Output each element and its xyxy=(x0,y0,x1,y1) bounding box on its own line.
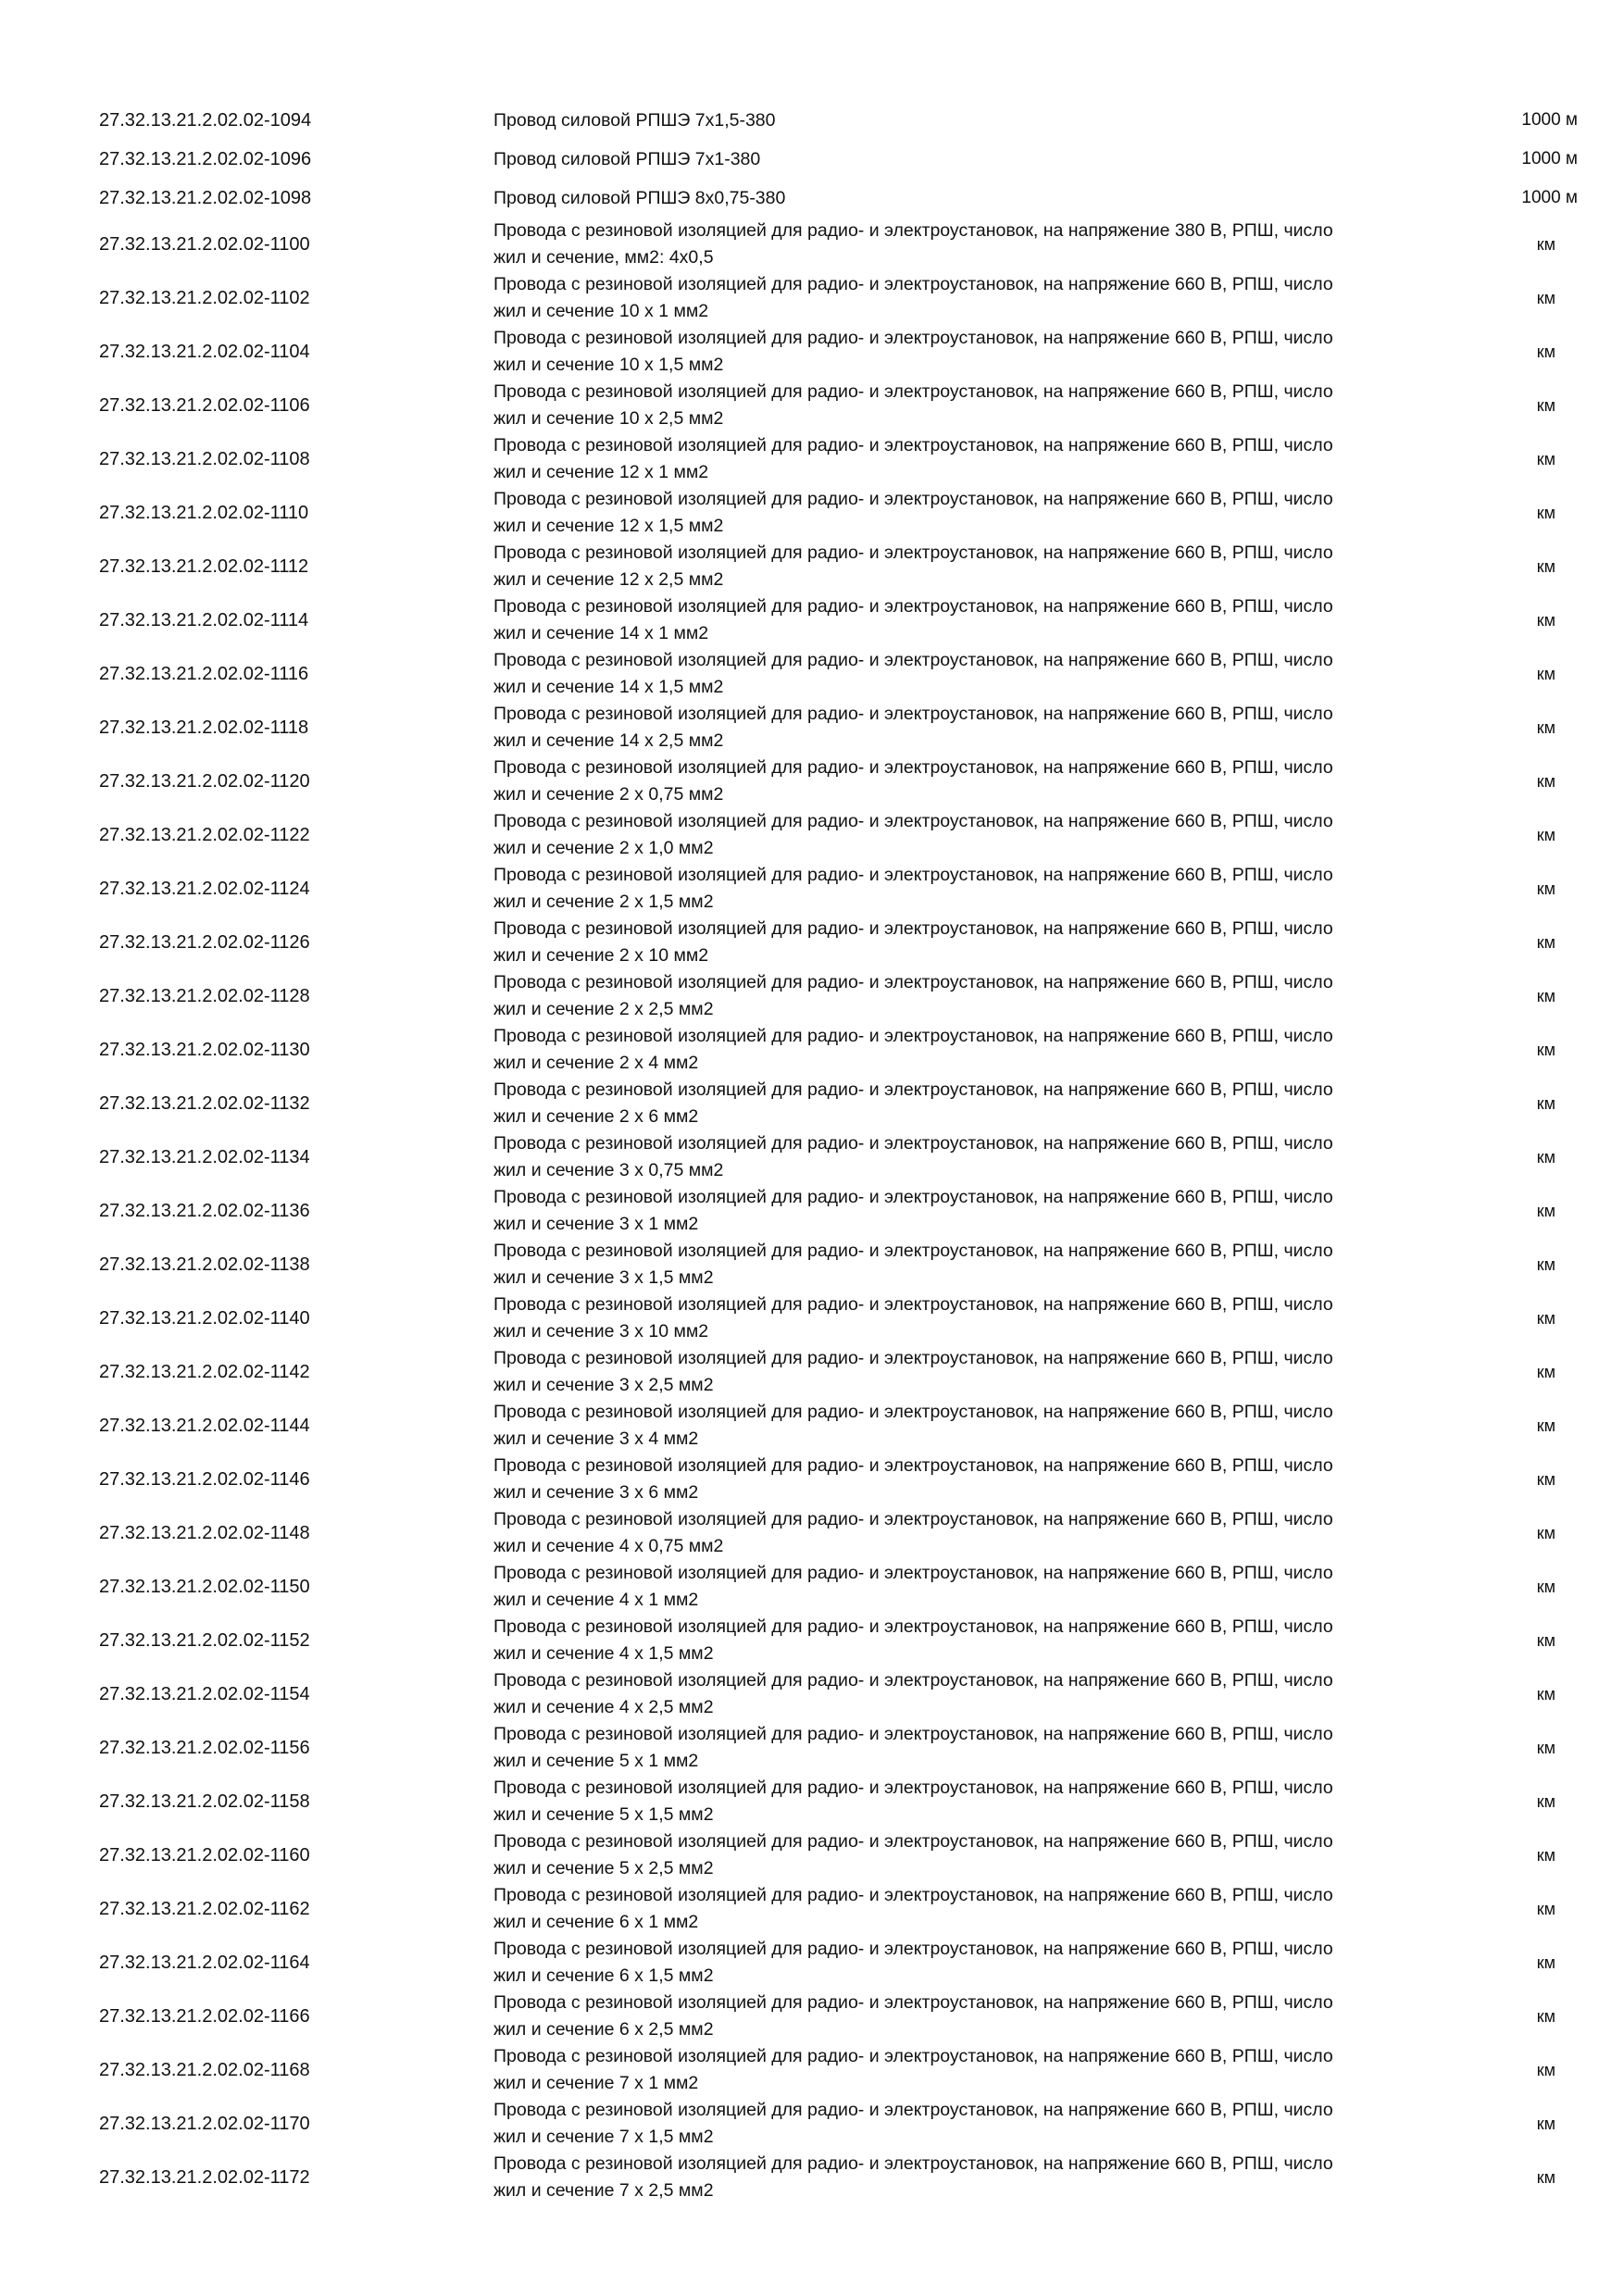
measurement-unit: км xyxy=(1536,1899,1555,1918)
resource-code: 27.32.13.21.2.02.02-1154 xyxy=(99,1683,310,1704)
measurement-unit: км xyxy=(1536,1791,1555,1811)
resource-description: Провода с резиновой изоляцией для радио- и электроустановок, на напряжение 660 В, РПШ, число жил и сечение 14 х 1 мм2 xyxy=(493,596,1333,643)
table-row xyxy=(0,432,1624,486)
resource-description: Провода с резиновой изоляцией для радио- и электроустановок, на напряжение 660 В, РПШ, число жил и сечение 6 х 1 мм2 xyxy=(493,1885,1333,1932)
table-row xyxy=(0,486,1624,540)
resource-code: 27.32.13.21.2.02.02-1122 xyxy=(99,824,310,845)
resource-description: Провода с резиновой изоляцией для радио- и электроустановок, на напряжение 660 В, РПШ, число жил и сечение 6 х 1,5 мм2 xyxy=(493,1939,1333,1986)
resource-description: Провод силовой РПШЭ 7х1-380 xyxy=(493,148,761,169)
resource-code: 27.32.13.21.2.02.02-1166 xyxy=(99,2005,310,2027)
measurement-unit: км xyxy=(1536,288,1555,307)
resource-description: Провода с резиновой изоляцией для радио- и электроустановок, на напряжение 660 В, РПШ, число жил и сечение 4 х 1 мм2 xyxy=(493,1563,1333,1610)
resource-code: 27.32.13.21.2.02.02-1124 xyxy=(99,878,310,899)
resource-description: Провода с резиновой изоляцией для радио- и электроустановок, на напряжение 660 В, РПШ, число жил и сечение 10 х 1,5 мм2 xyxy=(493,328,1333,375)
measurement-unit: км xyxy=(1536,449,1555,468)
measurement-unit: км xyxy=(1536,771,1555,791)
measurement-unit: км xyxy=(1536,556,1555,576)
resource-code: 27.32.13.21.2.02.02-1136 xyxy=(99,1200,310,1221)
resource-description: Провода с резиновой изоляцией для радио- и электроустановок, на напряжение 660 В, РПШ, число жил и сечение 7 х 2,5 мм2 xyxy=(493,2153,1333,2201)
resource-code: 27.32.13.21.2.02.02-1170 xyxy=(99,2113,310,2134)
table-row xyxy=(0,1560,1624,1614)
table-row xyxy=(0,1828,1624,1882)
resource-code: 27.32.13.21.2.02.02-1094 xyxy=(99,109,312,131)
measurement-unit: км xyxy=(1536,2060,1555,2079)
measurement-unit: км xyxy=(1536,1093,1555,1113)
resource-description: Провода с резиновой изоляцией для радио- и электроустановок, на напряжение 660 В, РПШ, число жил и сечение 3 х 1,5 мм2 xyxy=(493,1241,1333,1288)
table-row xyxy=(0,1721,1624,1775)
measurement-unit: км xyxy=(1536,342,1555,361)
resource-code: 27.32.13.21.2.02.02-1146 xyxy=(99,1468,310,1490)
table-row xyxy=(0,916,1624,969)
measurement-unit: км xyxy=(1536,2114,1555,2133)
table-row xyxy=(0,1023,1624,1077)
resource-description: Провода с резиновой изоляцией для радио- и электроустановок, на напряжение 660 В, РПШ, число жил и сечение 2 х 2,5 мм2 xyxy=(493,972,1333,1019)
table-row xyxy=(0,1399,1624,1453)
table-row xyxy=(0,2097,1624,2151)
table-row xyxy=(0,379,1624,432)
resource-description: Провода с резиновой изоляцией для радио- и электроустановок, на напряжение 660 В, РПШ, число жил и сечение 3 х 2,5 мм2 xyxy=(493,1348,1333,1395)
table-row xyxy=(0,1775,1624,1828)
resource-description: Провода с резиновой изоляцией для радио- и электроустановок, на напряжение 660 В, РПШ, число жил и сечение 3 х 0,75 мм2 xyxy=(493,1133,1333,1180)
resource-code: 27.32.13.21.2.02.02-1118 xyxy=(99,717,309,738)
table-row xyxy=(0,593,1624,647)
measurement-unit: км xyxy=(1536,1040,1555,1059)
resource-description: Провода с резиновой изоляцией для радио- и электроустановок, на напряжение 660 В, РПШ, число жил и сечение 12 х 1,5 мм2 xyxy=(493,489,1333,536)
table-row xyxy=(0,1345,1624,1399)
resource-description: Провода с резиновой изоляцией для радио- и электроустановок, на напряжение 660 В, РПШ, число жил и сечение 3 х 10 мм2 xyxy=(493,1294,1333,1341)
resource-code: 27.32.13.21.2.02.02-1164 xyxy=(99,1952,310,1973)
measurement-unit: км xyxy=(1536,1416,1555,1435)
table-row xyxy=(0,808,1624,862)
measurement-unit: км xyxy=(1536,395,1555,415)
resource-description: Провода с резиновой изоляцией для радио- и электроустановок, на напряжение 380 В, РПШ, число жил и сечение, мм2: 4х0,5 xyxy=(493,220,1333,268)
resource-code: 27.32.13.21.2.02.02-1106 xyxy=(99,394,310,416)
resource-description: Провода с резиновой изоляцией для радио- и электроустановок, на напряжение 660 В, РПШ, число жил и сечение 2 х 4 мм2 xyxy=(493,1026,1333,1073)
resource-description: Провода с резиновой изоляцией для радио- и электроустановок, на напряжение 660 В, РПШ, число жил и сечение 2 х 1,0 мм2 xyxy=(493,811,1333,858)
table-row xyxy=(0,2151,1624,2204)
resource-description: Провода с резиновой изоляцией для радио- и электроустановок, на напряжение 660 В, РПШ, число жил и сечение 3 х 4 мм2 xyxy=(493,1402,1333,1449)
resource-code: 27.32.13.21.2.02.02-1152 xyxy=(99,1629,310,1651)
resource-description: Провода с резиновой изоляцией для радио- и электроустановок, на напряжение 660 В, РПШ, число жил и сечение 14 х 2,5 мм2 xyxy=(493,704,1333,751)
measurement-unit: км xyxy=(1536,503,1555,522)
resource-code: 27.32.13.21.2.02.02-1132 xyxy=(99,1092,310,1114)
measurement-unit: км xyxy=(1536,718,1555,737)
resource-code: 27.32.13.21.2.02.02-1102 xyxy=(99,287,310,308)
resource-code: 27.32.13.21.2.02.02-1168 xyxy=(99,2059,310,2080)
measurement-unit: 1000 м xyxy=(1521,110,1578,130)
table-row xyxy=(0,1614,1624,1667)
resource-description: Провода с резиновой изоляцией для радио- и электроустановок, на напряжение 660 В, РПШ, число жил и сечение 10 х 1 мм2 xyxy=(493,274,1333,321)
price-list-table xyxy=(0,101,1624,2204)
table-row xyxy=(0,1936,1624,1990)
measurement-unit: км xyxy=(1536,879,1555,898)
resource-description: Провода с резиновой изоляцией для радио- и электроустановок, на напряжение 660 В, РПШ, число жил и сечение 2 х 6 мм2 xyxy=(493,1079,1333,1127)
measurement-unit: км xyxy=(1536,2006,1555,2026)
measurement-unit: км xyxy=(1536,1201,1555,1220)
table-row xyxy=(0,1453,1624,1506)
resource-code: 27.32.13.21.2.02.02-1134 xyxy=(99,1146,310,1167)
table-row xyxy=(0,101,1624,140)
table-row xyxy=(0,1667,1624,1721)
resource-code: 27.32.13.21.2.02.02-1126 xyxy=(99,931,310,953)
resource-description: Провода с резиновой изоляцией для радио- и электроустановок, на напряжение 660 В, РПШ, число жил и сечение 7 х 1,5 мм2 xyxy=(493,2100,1333,2147)
measurement-unit: 1000 м xyxy=(1521,149,1578,168)
measurement-unit: км xyxy=(1536,1630,1555,1650)
resource-code: 27.32.13.21.2.02.02-1110 xyxy=(99,502,309,523)
resource-code: 27.32.13.21.2.02.02-1130 xyxy=(99,1039,310,1060)
measurement-unit: км xyxy=(1536,1308,1555,1328)
resource-description: Провода с резиновой изоляцией для радио- и электроустановок, на напряжение 660 В, РПШ, число жил и сечение 14 х 1,5 мм2 xyxy=(493,650,1333,697)
measurement-unit: км xyxy=(1536,1147,1555,1167)
resource-description: Провода с резиновой изоляцией для радио- и электроустановок, на напряжение 660 В, РПШ, число жил и сечение 3 х 1 мм2 xyxy=(493,1187,1333,1234)
measurement-unit: 1000 м xyxy=(1521,188,1578,207)
table-row xyxy=(0,1184,1624,1238)
table-row xyxy=(0,1130,1624,1184)
table-row xyxy=(0,1990,1624,2043)
resource-description: Провода с резиновой изоляцией для радио- и электроустановок, на напряжение 660 В, РПШ, число жил и сечение 5 х 1 мм2 xyxy=(493,1724,1333,1771)
resource-code: 27.32.13.21.2.02.02-1156 xyxy=(99,1737,310,1758)
measurement-unit: км xyxy=(1536,664,1555,683)
table-row xyxy=(0,755,1624,808)
resource-code: 27.32.13.21.2.02.02-1128 xyxy=(99,985,310,1006)
measurement-unit: км xyxy=(1536,234,1555,254)
resource-code: 27.32.13.21.2.02.02-1108 xyxy=(99,448,310,469)
resource-description: Провод силовой РПШЭ 8х0,75-380 xyxy=(493,187,786,208)
resource-description: Провода с резиновой изоляцией для радио- и электроустановок, на напряжение 660 В, РПШ, число жил и сечение 5 х 2,5 мм2 xyxy=(493,1831,1333,1878)
table-row xyxy=(0,969,1624,1023)
resource-code: 27.32.13.21.2.02.02-1120 xyxy=(99,770,310,792)
resource-description: Провода с резиновой изоляцией для радио- и электроустановок, на напряжение 660 В, РПШ, число жил и сечение 12 х 1 мм2 xyxy=(493,435,1333,482)
measurement-unit: км xyxy=(1536,610,1555,630)
measurement-unit: км xyxy=(1536,1469,1555,1489)
table-row xyxy=(0,1882,1624,1936)
table-row xyxy=(0,1506,1624,1560)
resource-code: 27.32.13.21.2.02.02-1098 xyxy=(99,187,312,208)
resource-code: 27.32.13.21.2.02.02-1116 xyxy=(99,663,309,684)
resource-code: 27.32.13.21.2.02.02-1158 xyxy=(99,1791,310,1812)
resource-code: 27.32.13.21.2.02.02-1096 xyxy=(99,148,312,169)
resource-description: Провода с резиновой изоляцией для радио- и электроустановок, на напряжение 660 В, РПШ, число жил и сечение 5 х 1,5 мм2 xyxy=(493,1778,1333,1825)
resource-code: 27.32.13.21.2.02.02-1172 xyxy=(99,2166,310,2188)
resource-code: 27.32.13.21.2.02.02-1138 xyxy=(99,1254,310,1275)
table-row xyxy=(0,179,1624,218)
measurement-unit: км xyxy=(1536,2167,1555,2187)
table-row xyxy=(0,140,1624,179)
table-row xyxy=(0,540,1624,593)
resource-description: Провода с резиновой изоляцией для радио- и электроустановок, на напряжение 660 В, РПШ, число жил и сечение 2 х 10 мм2 xyxy=(493,918,1333,966)
measurement-unit: км xyxy=(1536,825,1555,844)
table-row xyxy=(0,2043,1624,2097)
table-row xyxy=(0,1077,1624,1130)
resource-description: Провода с резиновой изоляцией для радио- и электроустановок, на напряжение 660 В, РПШ, число жил и сечение 12 х 2,5 мм2 xyxy=(493,543,1333,590)
resource-code: 27.32.13.21.2.02.02-1160 xyxy=(99,1844,310,1866)
resource-code: 27.32.13.21.2.02.02-1140 xyxy=(99,1307,310,1329)
resource-description: Провода с резиновой изоляцией для радио- и электроустановок, на напряжение 660 В, РПШ, число жил и сечение 10 х 2,5 мм2 xyxy=(493,381,1333,429)
resource-code: 27.32.13.21.2.02.02-1100 xyxy=(99,233,310,255)
table-row xyxy=(0,1238,1624,1292)
resource-description: Провода с резиновой изоляцией для радио- и электроустановок, на напряжение 660 В, РПШ, число жил и сечение 4 х 0,75 мм2 xyxy=(493,1509,1333,1556)
resource-description: Провод силовой РПШЭ 7х1,5-380 xyxy=(493,109,776,131)
table-row xyxy=(0,218,1624,271)
measurement-unit: км xyxy=(1536,932,1555,952)
measurement-unit: км xyxy=(1536,1523,1555,1542)
resource-description: Провода с резиновой изоляцией для радио- и электроустановок, на напряжение 660 В, РПШ, число жил и сечение 2 х 1,5 мм2 xyxy=(493,865,1333,912)
resource-code: 27.32.13.21.2.02.02-1104 xyxy=(99,341,310,362)
table-row xyxy=(0,1292,1624,1345)
resource-code: 27.32.13.21.2.02.02-1112 xyxy=(99,555,309,577)
resource-code: 27.32.13.21.2.02.02-1148 xyxy=(99,1522,310,1543)
table-row xyxy=(0,862,1624,916)
resource-code: 27.32.13.21.2.02.02-1144 xyxy=(99,1415,310,1436)
table-row xyxy=(0,647,1624,701)
measurement-unit: км xyxy=(1536,1845,1555,1865)
resource-description: Провода с резиновой изоляцией для радио- и электроустановок, на напряжение 660 В, РПШ, число жил и сечение 3 х 6 мм2 xyxy=(493,1455,1333,1503)
resource-description: Провода с резиновой изоляцией для радио- и электроустановок, на напряжение 660 В, РПШ, число жил и сечение 4 х 1,5 мм2 xyxy=(493,1616,1333,1664)
resource-code: 27.32.13.21.2.02.02-1142 xyxy=(99,1361,310,1382)
table-row xyxy=(0,271,1624,325)
measurement-unit: км xyxy=(1536,1738,1555,1757)
resource-code: 27.32.13.21.2.02.02-1150 xyxy=(99,1576,310,1597)
resource-description: Провода с резиновой изоляцией для радио- и электроустановок, на напряжение 660 В, РПШ, число жил и сечение 2 х 0,75 мм2 xyxy=(493,757,1333,805)
measurement-unit: км xyxy=(1536,986,1555,1005)
resource-description: Провода с резиновой изоляцией для радио- и электроустановок, на напряжение 660 В, РПШ, число жил и сечение 7 х 1 мм2 xyxy=(493,2046,1333,2093)
measurement-unit: км xyxy=(1536,1254,1555,1274)
measurement-unit: км xyxy=(1536,1953,1555,1972)
resource-code: 27.32.13.21.2.02.02-1114 xyxy=(99,609,309,630)
resource-code: 27.32.13.21.2.02.02-1162 xyxy=(99,1898,310,1919)
table-row xyxy=(0,325,1624,379)
table-row xyxy=(0,701,1624,755)
measurement-unit: км xyxy=(1536,1684,1555,1703)
resource-description: Провода с резиновой изоляцией для радио- и электроустановок, на напряжение 660 В, РПШ, число жил и сечение 6 х 2,5 мм2 xyxy=(493,1992,1333,2040)
measurement-unit: км xyxy=(1536,1362,1555,1381)
measurement-unit: км xyxy=(1536,1577,1555,1596)
resource-description: Провода с резиновой изоляцией для радио- и электроустановок, на напряжение 660 В, РПШ, число жил и сечение 4 х 2,5 мм2 xyxy=(493,1670,1333,1717)
